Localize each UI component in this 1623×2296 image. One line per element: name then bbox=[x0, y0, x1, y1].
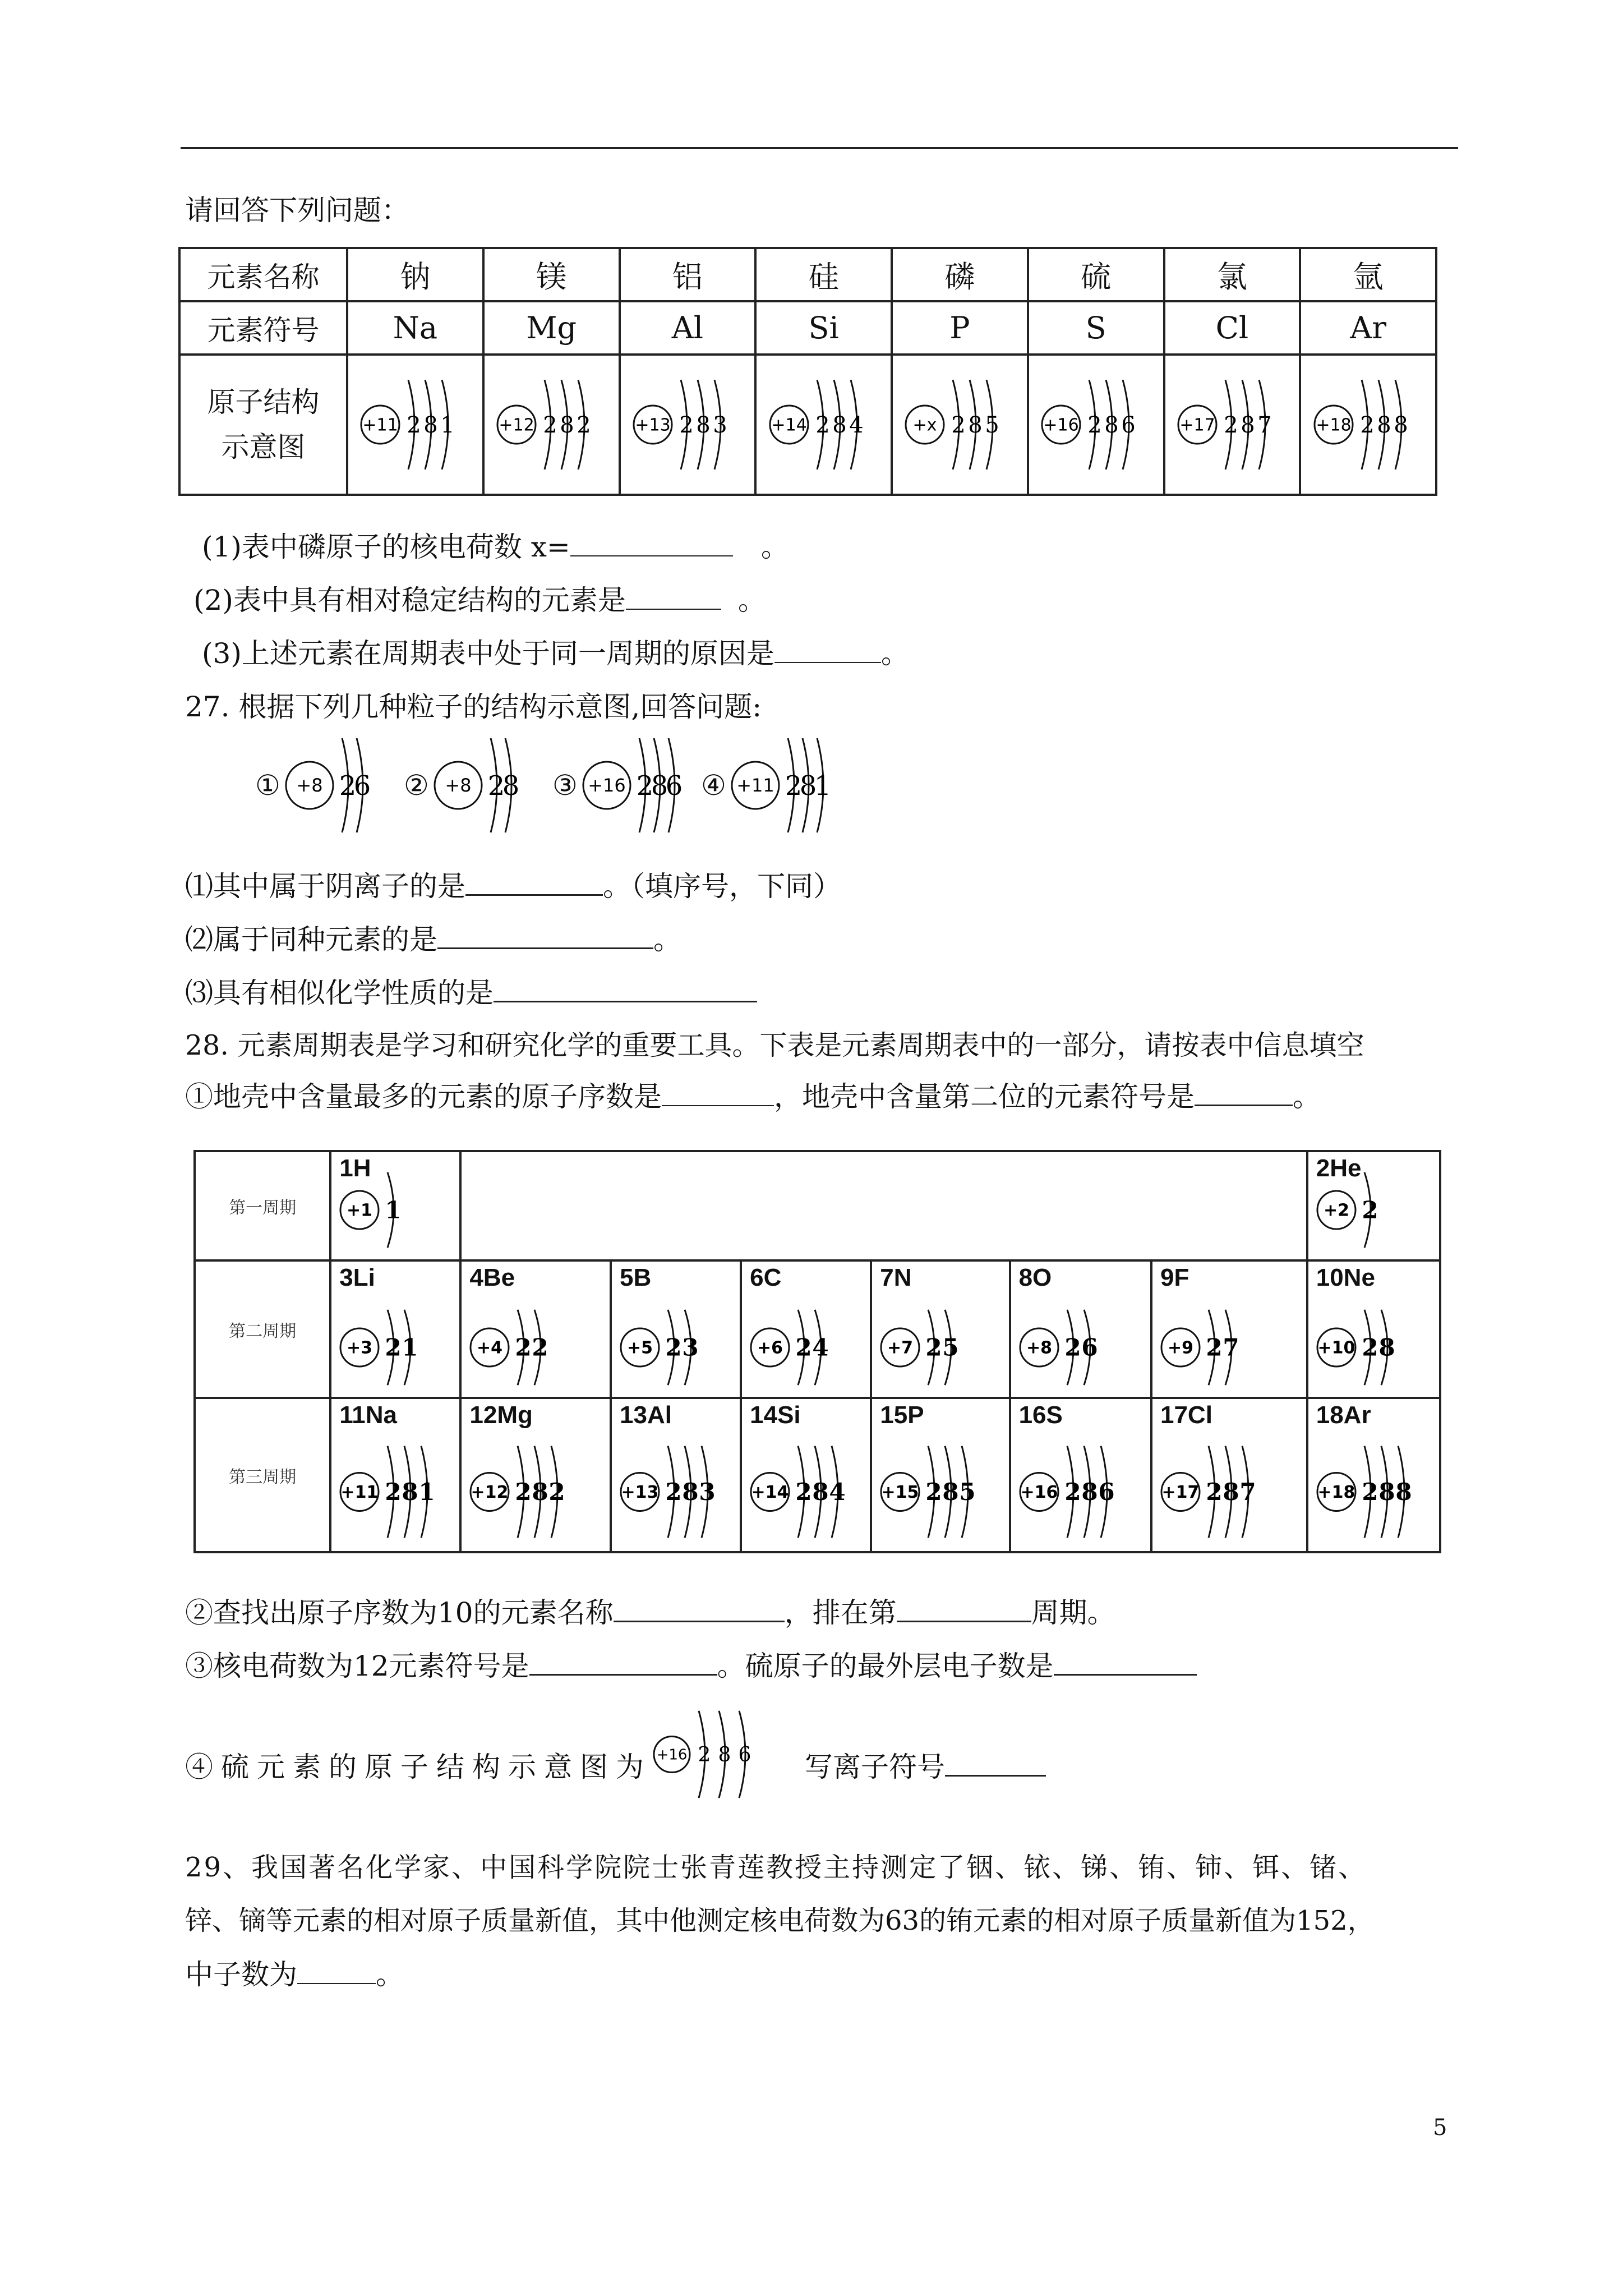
nucleus-charge: +3 bbox=[347, 1338, 373, 1358]
element-cell bbox=[871, 1398, 1009, 1552]
shell-electron-count: 2 bbox=[543, 412, 557, 438]
answer-blank[interactable] bbox=[774, 637, 881, 663]
shell-electron-count: 2 bbox=[698, 1743, 711, 1767]
q26-2-end: 。 bbox=[737, 584, 766, 616]
q27-3 bbox=[185, 970, 757, 1011]
q28-1-text-b: ，地壳中含量第二位的元素符号是 bbox=[774, 1080, 1195, 1113]
shell-electron-count: 2 bbox=[532, 1333, 549, 1361]
shell-electron-count: 7 bbox=[1239, 1478, 1256, 1506]
element-cell bbox=[1307, 1260, 1440, 1398]
shell-electron-count: 2 bbox=[548, 1478, 566, 1506]
symbol-cell: P bbox=[892, 301, 1028, 355]
atom-structure-diagram bbox=[1039, 371, 1153, 478]
shell-electron-count: 3 bbox=[682, 1333, 699, 1361]
element-cell bbox=[1151, 1260, 1307, 1398]
element-cell bbox=[1151, 1398, 1307, 1552]
nucleus-charge: +15 bbox=[881, 1483, 919, 1502]
q29-line3-text: 中子数为 bbox=[185, 1958, 297, 1991]
answer-blank[interactable] bbox=[1054, 1649, 1197, 1676]
shell-electron-count: 1 bbox=[440, 412, 455, 438]
nucleus-charge: +10 bbox=[1317, 1338, 1355, 1358]
shell-electron-count: 2 bbox=[1359, 412, 1375, 438]
shell-electron-count: 2 bbox=[679, 412, 694, 438]
nucleus-charge: +11 bbox=[736, 775, 774, 797]
q27-2-text: ⑵属于同种元素的是 bbox=[185, 923, 437, 956]
sulfur-atom-diagram bbox=[651, 1703, 773, 1806]
shell-electron-count: 6 bbox=[665, 770, 683, 802]
shell-electron-count: 8 bbox=[402, 1478, 418, 1506]
shell-electron-count: 8 bbox=[1378, 1333, 1395, 1361]
shell-electron-count: 4 bbox=[849, 412, 864, 438]
q27-1-text: ⑴其中属于阴离子的是 bbox=[185, 870, 465, 903]
shell-electron-count: 2 bbox=[795, 1478, 812, 1506]
shell-electron-count: 8 bbox=[1241, 412, 1255, 438]
atom-structure-diagram bbox=[337, 1165, 418, 1255]
period-label: 第一周期 bbox=[195, 1151, 330, 1260]
shell-electron-count: 2 bbox=[1362, 1478, 1378, 1506]
element-label: 8O bbox=[1018, 1264, 1052, 1291]
q27-title: 27. 根据下列几种粒子的结构示意图,回答问题: bbox=[185, 691, 762, 723]
nucleus-charge: +7 bbox=[887, 1338, 914, 1358]
q28-3-text-b: 。硫原子的最外层电子数是 bbox=[717, 1650, 1054, 1682]
particle-diagram bbox=[404, 729, 533, 841]
period-label: 第三周期 bbox=[195, 1398, 330, 1552]
q27-1 bbox=[185, 864, 841, 904]
answer-blank[interactable] bbox=[1195, 1080, 1293, 1106]
element-cell bbox=[741, 1260, 871, 1398]
q29-line2: 锌、镝等元素的相对原子质量新值，其中他测定核电荷数为63的铕元素的相对原子质量新值为152， bbox=[185, 1905, 1375, 1936]
shell-electron-count: 7 bbox=[1223, 1333, 1239, 1361]
shell-electron-count: 3 bbox=[713, 412, 727, 438]
atom-structure-diagram bbox=[467, 1303, 565, 1392]
nucleus-charge: +16 bbox=[1043, 415, 1079, 435]
shell-electron-count: 8 bbox=[1376, 412, 1391, 438]
diagram-cell bbox=[347, 355, 483, 495]
element-label: 13Al bbox=[620, 1401, 672, 1429]
nucleus-charge: +4 bbox=[477, 1338, 503, 1358]
shell-electron-count: 2 bbox=[385, 1478, 402, 1506]
element-cell bbox=[871, 1260, 1009, 1398]
nucleus-charge: +8 bbox=[296, 775, 323, 797]
element-label: 12Mg bbox=[469, 1401, 533, 1429]
shell-electron-count: 8 bbox=[832, 412, 847, 438]
symbol-cell: Cl bbox=[1164, 301, 1301, 355]
answer-blank[interactable] bbox=[570, 531, 733, 556]
particle-number: ② bbox=[404, 769, 429, 802]
shell-electron-count: 2 bbox=[515, 1478, 532, 1506]
name-cell: 硫 bbox=[1028, 248, 1164, 301]
shell-electron-count: 2 bbox=[385, 1333, 402, 1361]
shell-electron-count: 4 bbox=[829, 1478, 846, 1506]
particle-diagram bbox=[255, 729, 385, 841]
particle-diagram bbox=[552, 729, 697, 841]
nucleus-charge: +17 bbox=[1179, 415, 1215, 435]
nucleus-charge: +18 bbox=[1315, 415, 1352, 435]
element-cell bbox=[1307, 1151, 1440, 1260]
shell-electron-count: 2 bbox=[1087, 412, 1102, 438]
q29-line3-end: 。 bbox=[376, 1958, 404, 1991]
q26-1-end: 。 bbox=[760, 531, 789, 563]
atom-structure-diagram bbox=[630, 371, 745, 478]
empty-gap bbox=[460, 1151, 1307, 1260]
answer-blank[interactable] bbox=[945, 1750, 1046, 1777]
intro-text: 请回答下列问题： bbox=[185, 194, 409, 227]
shell-electron-count: 2 bbox=[1224, 412, 1238, 438]
atom-structure-diagram bbox=[1158, 1303, 1256, 1392]
shell-electron-count: 2 bbox=[815, 412, 830, 438]
nucleus-charge: +12 bbox=[471, 1483, 509, 1502]
q27-1-end: 。（填序号，下同） bbox=[603, 870, 841, 903]
shell-electron-count: 3 bbox=[699, 1478, 716, 1506]
element-label: 4Be bbox=[469, 1264, 515, 1291]
atom-structure-diagram bbox=[767, 371, 881, 478]
shell-electron-count: 2 bbox=[665, 1333, 682, 1361]
name-cell: 铝 bbox=[620, 248, 756, 301]
nucleus-charge: +14 bbox=[771, 415, 807, 435]
atom-structure-diagram bbox=[337, 1303, 435, 1392]
q29-line3 bbox=[185, 1952, 404, 1993]
nucleus-charge: +17 bbox=[1161, 1483, 1200, 1502]
name-cell: 氩 bbox=[1300, 248, 1436, 301]
shell-electron-count: 8 bbox=[812, 1478, 829, 1506]
shell-electron-count: 2 bbox=[665, 1478, 682, 1506]
name-cell: 镁 bbox=[483, 248, 620, 301]
name-cell: 磷 bbox=[892, 248, 1028, 301]
atom-structure-diagram bbox=[1314, 1303, 1412, 1392]
shell-electron-count: 6 bbox=[738, 1743, 751, 1767]
name-cell: 硅 bbox=[755, 248, 892, 301]
element-label: 6C bbox=[750, 1264, 782, 1291]
shell-electron-count: 8 bbox=[1378, 1478, 1395, 1506]
shell-electron-count: 8 bbox=[1223, 1478, 1239, 1506]
shell-electron-count: 2 bbox=[951, 412, 966, 438]
particle-number: ④ bbox=[701, 769, 726, 802]
element-cell bbox=[611, 1260, 741, 1398]
shell-electron-count: 2 bbox=[515, 1333, 532, 1361]
shell-electron-count: 6 bbox=[353, 770, 371, 802]
q26-3-end: 。 bbox=[880, 637, 909, 670]
atom-structure-diagram bbox=[358, 371, 472, 478]
shell-electron-count: 5 bbox=[942, 1333, 959, 1361]
q27-3-text: ⑶具有相似化学性质的是 bbox=[185, 977, 494, 1009]
particle-diagrams bbox=[255, 729, 872, 841]
shell-electron-count: 2 bbox=[925, 1478, 942, 1506]
nucleus-charge: +9 bbox=[1167, 1338, 1193, 1358]
atom-structure-diagram bbox=[1017, 1303, 1114, 1392]
shell-electron-count: 8 bbox=[682, 1478, 699, 1506]
period-label: 第二周期 bbox=[195, 1260, 330, 1398]
nucleus-charge: +2 bbox=[1323, 1200, 1349, 1221]
element-cell bbox=[330, 1260, 460, 1398]
q28-title: 28. 元素周期表是学习和研究化学的重要工具。下表是元素周期表中的一部分，请按表中信息填空 bbox=[185, 1029, 1364, 1061]
symbol-cell: S bbox=[1028, 301, 1164, 355]
symbol-cell: Ar bbox=[1300, 301, 1436, 355]
nucleus-charge: +x bbox=[912, 415, 937, 435]
answer-blank[interactable] bbox=[494, 976, 757, 1002]
shell-electron-count: 4 bbox=[812, 1333, 829, 1361]
q28-2-text-a: ②查找出原子序数为10的元素名称 bbox=[185, 1596, 614, 1629]
diagram-cell bbox=[1164, 355, 1301, 495]
diagram-cell bbox=[620, 355, 756, 495]
atom-structure-diagram bbox=[728, 729, 845, 841]
atom-structure-diagram bbox=[748, 1303, 845, 1392]
element-label: 2He bbox=[1316, 1154, 1362, 1182]
element-label: 18Ar bbox=[1316, 1401, 1371, 1429]
shell-electron-count: 1 bbox=[418, 1478, 435, 1506]
shell-electron-count: 2 bbox=[1362, 1333, 1378, 1361]
element-table bbox=[178, 247, 1437, 496]
atom-structure-diagram bbox=[651, 1703, 773, 1806]
nucleus-charge: +18 bbox=[1317, 1483, 1355, 1502]
shell-electron-count: 2 bbox=[407, 412, 422, 438]
shell-electron-count: 7 bbox=[1257, 412, 1272, 438]
element-cell bbox=[330, 1151, 460, 1260]
shell-electron-count: 8 bbox=[532, 1478, 549, 1506]
element-cell bbox=[611, 1398, 741, 1552]
shell-electron-count: 8 bbox=[560, 412, 574, 438]
diagram-cell bbox=[755, 355, 892, 495]
q26-2-text: (2)表中具有相对稳定结构的元素是 bbox=[193, 584, 626, 616]
shell-electron-count: 8 bbox=[942, 1478, 959, 1506]
periodic-table bbox=[193, 1150, 1441, 1553]
atom-structure-diagram bbox=[1175, 371, 1289, 478]
shell-electron-count: 2 bbox=[1206, 1478, 1223, 1506]
q29-line1: 29、我国著名化学家、中国科学院院士张青莲教授主持测定了铟、铱、锑、铕、铈、铒、锗、 bbox=[185, 1852, 1367, 1883]
atom-structure-diagram bbox=[494, 371, 608, 478]
q27-2 bbox=[185, 917, 681, 958]
diagram-cell bbox=[483, 355, 620, 495]
atom-structure-diagram bbox=[337, 1437, 451, 1547]
shell-electron-count: 8 bbox=[423, 412, 439, 438]
nucleus-charge: +16 bbox=[656, 1746, 688, 1764]
element-cell bbox=[1010, 1398, 1151, 1552]
element-cell bbox=[1010, 1260, 1151, 1398]
shell-electron-count: 8 bbox=[1395, 1478, 1412, 1506]
answer-blank[interactable] bbox=[626, 584, 721, 610]
shell-electron-count: 2 bbox=[577, 412, 591, 438]
shell-electron-count: 6 bbox=[1081, 1333, 1098, 1361]
element-cell bbox=[460, 1398, 611, 1552]
answer-blank[interactable] bbox=[897, 1596, 1031, 1622]
shell-electron-count: 5 bbox=[959, 1478, 976, 1506]
name-cell: 钠 bbox=[347, 248, 483, 301]
atom-structure-diagram bbox=[748, 1437, 862, 1547]
atom-structure-diagram bbox=[467, 1437, 582, 1547]
q28-1-end: 。 bbox=[1293, 1080, 1321, 1113]
atom-structure-diagram bbox=[580, 729, 697, 841]
element-label: 15P bbox=[880, 1401, 924, 1429]
shell-electron-count: 8 bbox=[502, 770, 520, 802]
element-label: 7N bbox=[880, 1264, 912, 1291]
page-number: 5 bbox=[1433, 2115, 1447, 2141]
row-label-diagram bbox=[179, 355, 347, 495]
nucleus-charge: +13 bbox=[621, 1483, 659, 1502]
element-label: 9F bbox=[1160, 1264, 1189, 1291]
particle-number: ③ bbox=[552, 769, 578, 802]
shell-electron-count: 8 bbox=[1104, 412, 1119, 438]
shell-electron-count: 8 bbox=[1081, 1478, 1098, 1506]
atom-structure-diagram bbox=[1158, 1437, 1272, 1547]
q28-1-text-a: ①地壳中含量最多的元素的原子序数是 bbox=[185, 1080, 662, 1113]
atom-structure-diagram bbox=[878, 1303, 975, 1392]
symbol-cell: Mg bbox=[483, 301, 620, 355]
q28-1 bbox=[185, 1074, 1321, 1115]
q28-2-end: 周期。 bbox=[1031, 1596, 1115, 1629]
element-cell bbox=[741, 1398, 871, 1552]
shell-electron-count: 8 bbox=[799, 770, 817, 802]
particle-number: ① bbox=[255, 769, 280, 802]
shell-electron-count: 8 bbox=[696, 412, 711, 438]
atom-structure-diagram bbox=[617, 1437, 732, 1547]
atom-structure-diagram bbox=[1314, 1437, 1428, 1547]
shell-electron-count: 2 bbox=[795, 1333, 812, 1361]
atom-structure-diagram bbox=[1314, 1165, 1395, 1255]
shell-electron-count: 8 bbox=[651, 770, 668, 802]
shell-electron-count: 6 bbox=[1121, 412, 1136, 438]
nucleus-charge: +1 bbox=[347, 1200, 373, 1221]
shell-electron-count: 2 bbox=[1206, 1333, 1223, 1361]
q28-4-text-a: ④硫元素的原子结构示意图为 bbox=[185, 1751, 652, 1783]
nucleus-charge: +12 bbox=[499, 415, 534, 435]
element-cell bbox=[330, 1398, 460, 1552]
nucleus-charge: +8 bbox=[1026, 1338, 1052, 1358]
nucleus-charge: +16 bbox=[1020, 1483, 1058, 1502]
element-label: 16S bbox=[1018, 1401, 1063, 1429]
atom-structure-diagram bbox=[1311, 371, 1426, 478]
diagram-cell bbox=[892, 355, 1028, 495]
symbol-cell: Al bbox=[620, 301, 756, 355]
q26-1 bbox=[202, 524, 789, 565]
header-rule bbox=[181, 147, 1458, 149]
answer-blank[interactable] bbox=[529, 1649, 717, 1676]
nucleus-charge: +5 bbox=[626, 1338, 653, 1358]
diagram-cell bbox=[1300, 355, 1436, 495]
shell-electron-count: 2 bbox=[487, 770, 505, 802]
name-cell: 氯 bbox=[1164, 248, 1301, 301]
shell-electron-count: 8 bbox=[718, 1743, 731, 1767]
shell-electron-count: 6 bbox=[1098, 1478, 1115, 1506]
q28-2-text-b: ，排在第 bbox=[784, 1596, 897, 1629]
q27-2-end: 。 bbox=[653, 923, 681, 956]
atom-structure-diagram bbox=[283, 729, 385, 841]
atom-structure-diagram bbox=[1017, 1437, 1131, 1547]
q26-3-text: (3)上述元素在周期表中处于同一周期的原因是 bbox=[202, 637, 774, 670]
atom-structure-diagram bbox=[617, 1303, 715, 1392]
atom-structure-diagram bbox=[878, 1437, 992, 1547]
answer-blank[interactable] bbox=[297, 1958, 376, 1984]
diagram-cell bbox=[1028, 355, 1164, 495]
nucleus-charge: +16 bbox=[588, 775, 626, 797]
q26-3 bbox=[202, 631, 909, 671]
nucleus-charge: +11 bbox=[340, 1483, 379, 1502]
shell-electron-count: 2 bbox=[925, 1333, 942, 1361]
nucleus-charge: +13 bbox=[635, 415, 671, 435]
q26-1-text: (1)表中磷原子的核电荷数 x= bbox=[202, 531, 570, 563]
nucleus-charge: +14 bbox=[751, 1483, 789, 1502]
shell-electron-count: 2 bbox=[1064, 1478, 1081, 1506]
shell-electron-count: 2 bbox=[785, 770, 803, 802]
shell-electron-count: 2 bbox=[1064, 1333, 1081, 1361]
element-cell bbox=[460, 1260, 611, 1398]
shell-electron-count: 8 bbox=[968, 412, 983, 438]
nucleus-charge: +6 bbox=[757, 1338, 783, 1358]
nucleus-charge: +11 bbox=[362, 415, 399, 435]
shell-electron-count: 2 bbox=[339, 770, 357, 802]
symbol-cell: Si bbox=[755, 301, 892, 355]
row-label-name: 元素名称 bbox=[179, 248, 347, 301]
answer-blank[interactable] bbox=[437, 923, 653, 949]
element-label: 3Li bbox=[339, 1264, 375, 1291]
element-label: 1H bbox=[339, 1154, 371, 1182]
answer-blank[interactable] bbox=[662, 1080, 774, 1106]
shell-electron-count: 1 bbox=[814, 770, 832, 802]
element-label: 10Ne bbox=[1316, 1264, 1375, 1291]
shell-electron-count: 1 bbox=[385, 1196, 402, 1224]
row-label-diagram-line1: 原子结构 bbox=[207, 386, 320, 418]
shell-electron-count: 5 bbox=[985, 412, 1000, 438]
atom-structure-diagram bbox=[902, 371, 1017, 478]
element-label: 14Si bbox=[750, 1401, 801, 1429]
q26-2 bbox=[193, 578, 766, 618]
shell-electron-count: 2 bbox=[1362, 1196, 1378, 1224]
particle-diagram bbox=[701, 729, 845, 841]
row-label-diagram-line2: 示意图 bbox=[221, 431, 306, 463]
answer-blank[interactable] bbox=[614, 1596, 785, 1622]
q28-3-text-a: ③核电荷数为12元素符号是 bbox=[185, 1650, 529, 1682]
q28-2 bbox=[185, 1590, 1115, 1631]
element-label: 11Na bbox=[339, 1401, 398, 1429]
row-label-symbol: 元素符号 bbox=[179, 301, 347, 355]
nucleus-charge: +8 bbox=[445, 775, 472, 797]
q28-3 bbox=[185, 1644, 1197, 1684]
answer-blank[interactable] bbox=[465, 869, 603, 896]
element-cell bbox=[1307, 1398, 1440, 1552]
shell-electron-count: 2 bbox=[636, 770, 654, 802]
shell-electron-count: 1 bbox=[402, 1333, 418, 1361]
shell-electron-count: 8 bbox=[1393, 412, 1408, 438]
symbol-cell: Na bbox=[347, 301, 483, 355]
element-label: 5B bbox=[620, 1264, 652, 1291]
element-label: 17Cl bbox=[1160, 1401, 1212, 1429]
atom-structure-diagram bbox=[431, 729, 533, 841]
q28-4-text-b: 写离子符号 bbox=[805, 1751, 945, 1783]
